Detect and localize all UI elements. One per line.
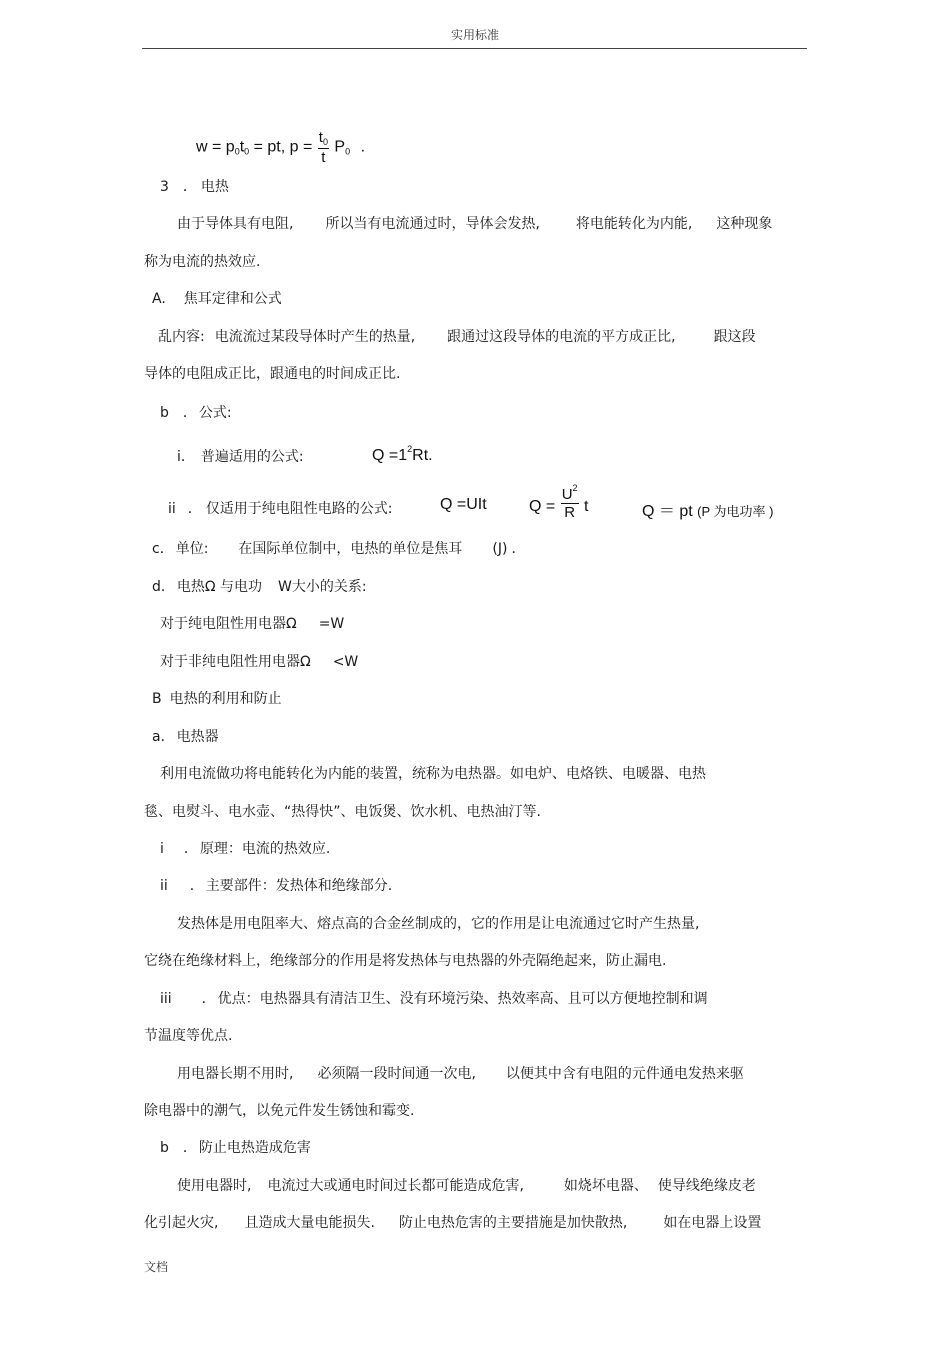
paragraph-line: 称为电流的热效应. — [144, 254, 261, 270]
paragraph-line: 毯、电熨斗、电水壶、“热得快”、电饭煲、饮水机、电热油汀等. — [144, 804, 541, 820]
section-d-heading: d． 电热Ω 与电功 W大小的关系: — [152, 579, 367, 595]
paragraph-line: 使用电器时, 电流过大或通电时间过长都可能造成危害, 如烧坏电器、 使导线绝缘皮老 — [177, 1178, 756, 1194]
paragraph-line: 发热体是用电阻率大、熔点高的合金丝制成的，它的作用是让电流通过它时产生热量, — [177, 916, 700, 932]
formula-joule: $Q =1^2Rt$. — [372, 444, 433, 464]
paragraph-line: 除电器中的潮气，以免元件发生锈蚀和霉变. — [144, 1103, 415, 1119]
paragraph-line: 导体的电阻成正比，跟通电的时间成正比. — [144, 366, 401, 382]
paragraph-line: 由于导体具有电阻, 所以当有电流通过时，导体会发热, 将电能转化为内能, 这种现象 — [177, 216, 773, 232]
section-b-heading: b ． 公式: — [160, 405, 232, 421]
formula-w: $w = p_0t_0$ = pt, p = $\frac{t_0}{t}$ $P_0$ . — [196, 129, 366, 166]
section-b2-heading: b ． 防止电热造成危害 — [160, 1140, 311, 1156]
paragraph-line: 化引起火灾, 且造成大量电能损失. 防止电热危害的主要措施是加快散热, 如在电器上设置 — [144, 1215, 762, 1231]
paragraph-line: 利用电流做功将电能转化为内能的装置，统称为电热器。如电炉、电烙铁、电暖器、电热 — [160, 766, 706, 782]
formula-u2-over-r: Q = $\frac{U^2}{R}$ t — [529, 483, 589, 521]
section-A-heading: A. 焦耳定律和公式 — [152, 291, 282, 307]
page-header: 实用标准 — [450, 28, 499, 42]
formula-general: i． 普遍适用的公式: — [177, 449, 304, 465]
parts-item: ii ． 主要部件：发热体和绝缘部分. — [160, 878, 393, 894]
section-3-heading: 3 ． 电热 — [160, 179, 229, 195]
paragraph-line: 它绕在绝缘材料上，绝缘部分的作用是将发热体与电热器的外壳隔绝起来，防止漏电. — [144, 953, 667, 969]
header-divider — [142, 48, 807, 49]
formula-pt: Q ＝ pt (P 为电功率 ) — [642, 503, 774, 520]
relation-pure: 对于纯电阻性用电器Ω =W — [160, 616, 345, 632]
formula-w-fraction: $\frac{t_0}{t}$ — [318, 129, 328, 166]
formula-pure-resistive-label: ii ． 仅适用于纯电阻性电路的公式: — [168, 501, 393, 517]
paragraph-line: 用电器长期不用时, 必须隔一段时间通一次电, 以便其中含有电阻的元件通电发热来驱 — [177, 1066, 744, 1082]
advantage-item: iii ． 优点：电热器具有清洁卫生、没有环境污染、热效率高、且可以方便地控制和调 — [160, 991, 708, 1007]
formula-uit: Q =UIt — [440, 496, 487, 513]
principle-item: i ． 原理：电流的热效应. — [160, 841, 331, 857]
section-c-unit: c． 单位: 在国际单位制中，电热的单位是焦耳 (J) ． — [152, 541, 526, 557]
section-B-heading: B 电热的利用和防止 — [152, 691, 282, 707]
paragraph-line: 节温度等优点. — [144, 1028, 233, 1044]
section-a-heading: a． 电热器 — [152, 729, 219, 745]
relation-nonpure: 对于非纯电阻性用电器Ω <W — [160, 654, 359, 670]
paragraph-line: 乱内容: 电流流过某段导体时产生的热量, 跟通过这段导体的电流的平方成正比, 跟这段 — [158, 329, 756, 345]
page-footer: 文档 — [144, 1260, 169, 1274]
